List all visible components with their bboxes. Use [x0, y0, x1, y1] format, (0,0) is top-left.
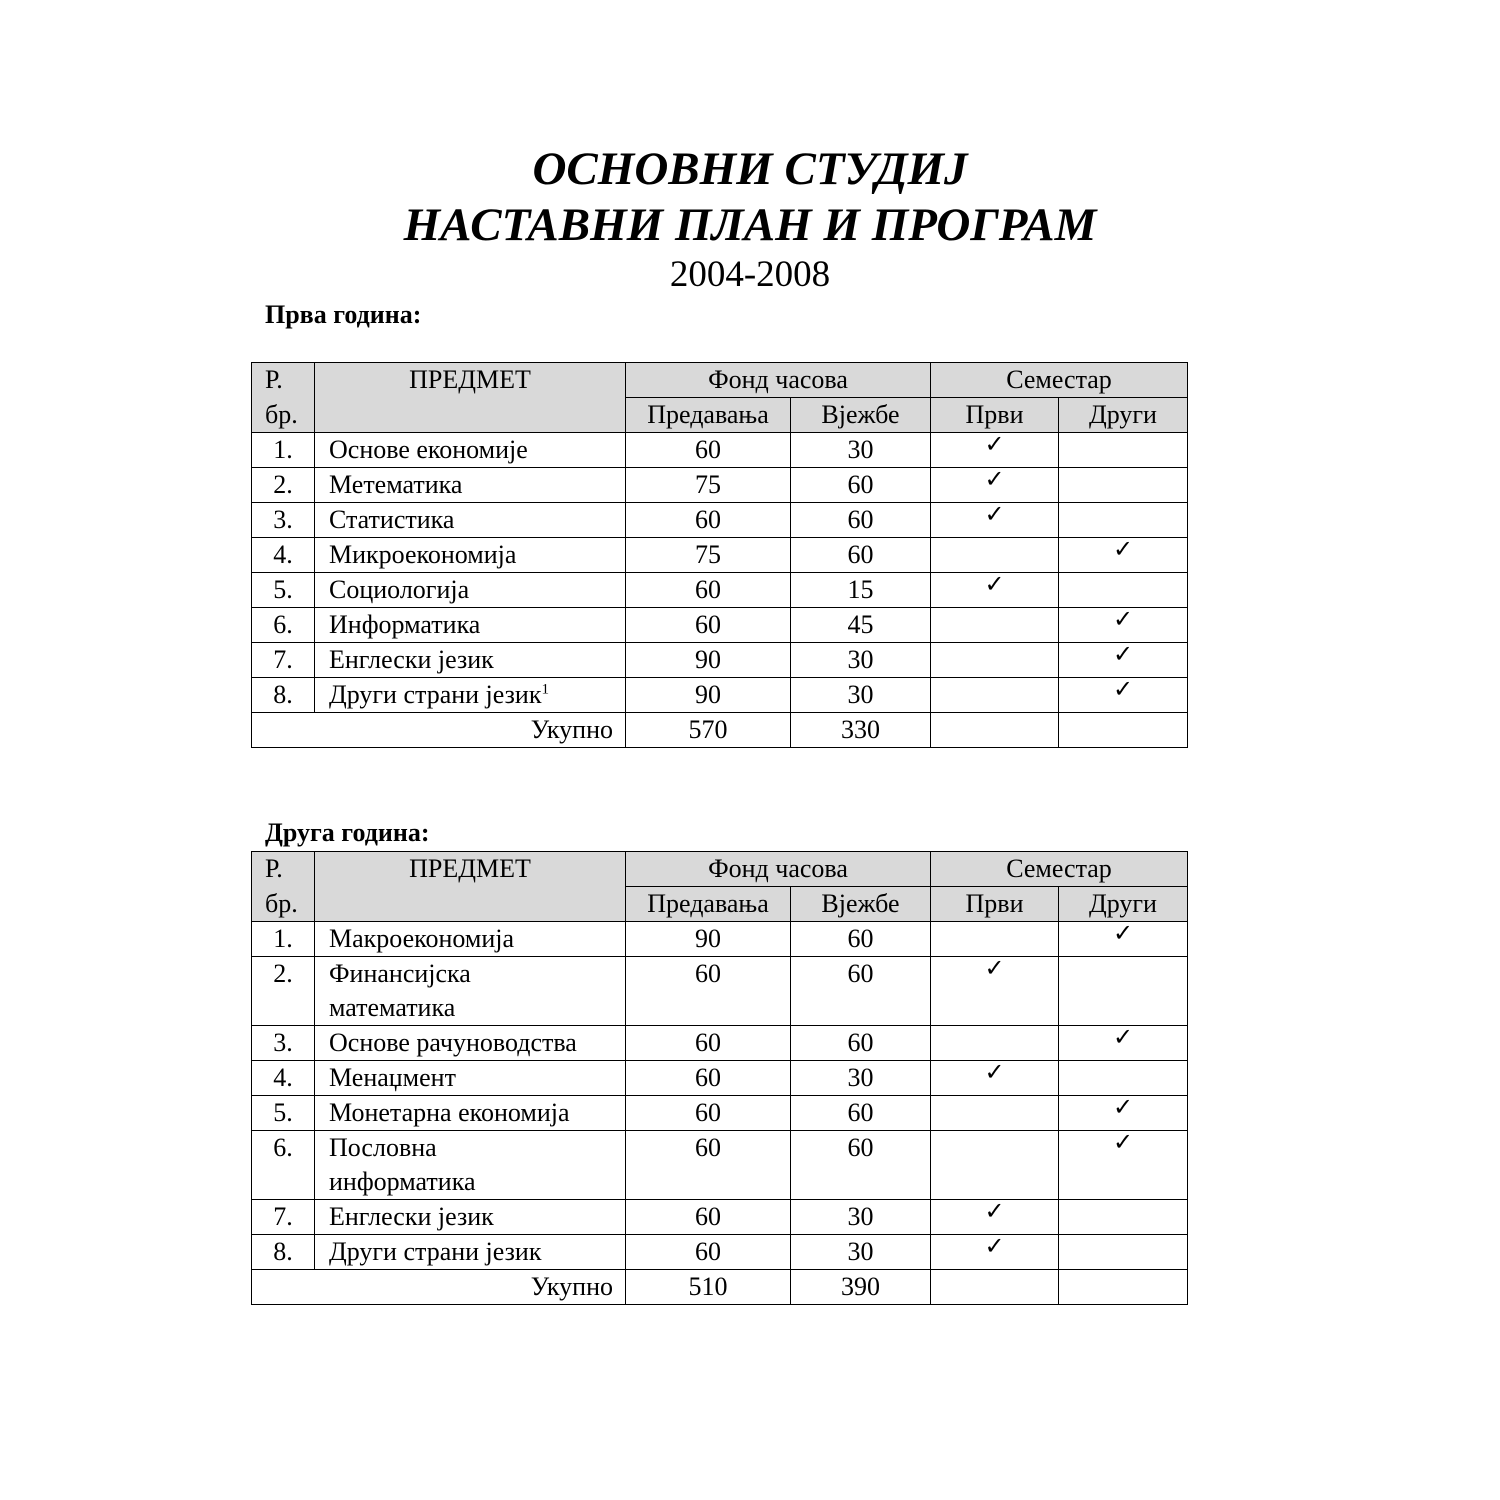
check-icon: ✓: [984, 570, 1005, 598]
subject-name: Монетарна економија: [329, 1098, 570, 1127]
lectures-hours: 60: [626, 573, 791, 608]
table-row: [252, 1096, 1188, 1131]
check-icon: ✓: [1112, 1093, 1134, 1121]
lectures-hours: 60: [626, 1061, 791, 1096]
table-row: [252, 678, 1188, 713]
row-number: 5.: [252, 573, 315, 608]
row-number: 3.: [252, 503, 315, 538]
table-row: [252, 643, 1188, 678]
second-semester-cell: [1059, 1200, 1188, 1235]
subject-name-line2: математика: [329, 993, 456, 1022]
row-number: 3.: [252, 1026, 315, 1061]
table-row: [252, 1026, 1188, 1061]
col-rbr-top: Р.: [252, 363, 315, 398]
second-semester-cell: [1059, 468, 1188, 503]
exercises-hours: 45: [791, 608, 931, 643]
subject-cell: [315, 573, 626, 608]
table-row: [252, 1235, 1188, 1270]
second-semester-cell: [1059, 675, 1188, 713]
col-exercises-header: Вјежбе: [791, 398, 931, 433]
row-number: 6.: [252, 1131, 315, 1200]
table-row: [252, 608, 1188, 643]
year2-heading: Друга година:: [265, 818, 430, 847]
subject-name-line1: Финансијска: [329, 959, 471, 988]
check-icon: ✓: [984, 1232, 1005, 1260]
subject-cell: [315, 1061, 626, 1096]
exercises-hours: 30: [791, 1235, 931, 1270]
col-hours-header: Фонд часова: [626, 852, 931, 887]
second-semester-cell: [1059, 640, 1188, 678]
lectures-hours: 60: [626, 1235, 791, 1270]
row-number: 2.: [252, 468, 315, 503]
col-lectures-header: Предавања: [626, 398, 791, 433]
exercises-hours: 60: [791, 1026, 931, 1061]
lectures-hours: 60: [626, 1200, 791, 1235]
check-icon: ✓: [984, 1197, 1005, 1225]
check-icon: ✓: [1112, 1023, 1134, 1051]
row-number: 7.: [252, 643, 315, 678]
exercises-hours: 60: [791, 957, 931, 1026]
col-subject-header: ПРЕДМЕТ: [315, 363, 626, 433]
exercises-hours: 60: [791, 538, 931, 573]
subject-name: Основе економије: [329, 435, 528, 464]
first-semester-cell: [931, 1131, 1059, 1200]
page-title-line2: НАСТАВНИ ПЛАН И ПРОГРАМ: [403, 199, 1097, 251]
subject-cell: [315, 503, 626, 538]
total-lectures: 510: [626, 1270, 791, 1305]
exercises-hours: 30: [791, 643, 931, 678]
col-hours-header: Фонд часова: [626, 363, 931, 398]
subject-name: Метематика: [329, 470, 463, 499]
first-semester-cell: [931, 570, 1059, 608]
exercises-hours: 60: [791, 1131, 931, 1200]
col-second-semester-header: Други: [1059, 887, 1188, 922]
first-semester-cell: [931, 430, 1059, 468]
second-semester-cell: [1059, 503, 1188, 538]
lectures-hours: 75: [626, 468, 791, 503]
total-second-semester-cell: [1059, 713, 1188, 748]
check-icon: ✓: [1112, 535, 1134, 563]
subject-cell: [315, 643, 626, 678]
subject-name: Информатика: [329, 610, 481, 639]
check-icon: ✓: [1112, 640, 1134, 668]
exercises-hours: 60: [791, 1096, 931, 1131]
col-rbr-bottom: бр.: [252, 398, 315, 433]
check-icon: ✓: [1112, 605, 1134, 633]
subject-name: Енглески језик: [329, 1202, 494, 1231]
check-icon: ✓: [984, 430, 1005, 458]
second-semester-cell: [1059, 1023, 1188, 1061]
year2-table-body: [252, 852, 1188, 1305]
row-number: 8.: [252, 678, 315, 713]
first-semester-cell: [931, 608, 1059, 643]
subject-name: Статистика: [329, 505, 455, 534]
lectures-hours: 60: [626, 957, 791, 1026]
total-first-semester-cell: [931, 713, 1059, 748]
table-row: [252, 1061, 1188, 1096]
subject-cell: [315, 1026, 626, 1061]
first-semester-cell: [931, 500, 1059, 538]
col-rbr-top: Р.: [252, 852, 315, 887]
total-label: Укупно: [252, 713, 626, 748]
first-semester-cell: [931, 922, 1059, 957]
first-semester-cell: [931, 1026, 1059, 1061]
lectures-hours: 60: [626, 1026, 791, 1061]
second-semester-cell: [1059, 573, 1188, 608]
lectures-hours: 90: [626, 643, 791, 678]
subject-name: Други страни језик: [329, 680, 542, 709]
subject-name: Менаџмент: [329, 1063, 456, 1092]
subject-cell: [315, 468, 626, 503]
col-lectures-header: Предавања: [626, 887, 791, 922]
exercises-hours: 30: [791, 1061, 931, 1096]
lectures-hours: 60: [626, 1131, 791, 1200]
table-row: [252, 922, 1188, 957]
subject-cell: [315, 678, 626, 713]
second-semester-cell: [1059, 1093, 1188, 1131]
col-subject-header: ПРЕДМЕТ: [315, 852, 626, 922]
table-row: [252, 1200, 1188, 1235]
row-number: 1.: [252, 433, 315, 468]
exercises-hours: 60: [791, 922, 931, 957]
subject-name: Макроекономија: [329, 924, 515, 953]
col-semester-header: Семестар: [931, 363, 1188, 398]
subject-cell: [315, 1200, 626, 1235]
subject-cell: [315, 1131, 626, 1200]
year1-table-body: [252, 363, 1188, 748]
row-number: 7.: [252, 1200, 315, 1235]
first-semester-cell: [931, 1058, 1059, 1096]
subject-cell: [315, 433, 626, 468]
exercises-hours: 30: [791, 678, 931, 713]
total-exercises: 390: [791, 1270, 931, 1305]
table-row: [252, 957, 1188, 1026]
second-semester-cell: [1059, 1128, 1188, 1200]
subject-name: Социологија: [329, 575, 470, 604]
second-semester-cell: [1059, 1061, 1188, 1096]
footnote-marker: 1: [541, 681, 549, 698]
total-label: Укупно: [252, 1270, 626, 1305]
total-row: [252, 1270, 1188, 1305]
first-semester-cell: [931, 1096, 1059, 1131]
lectures-hours: 90: [626, 678, 791, 713]
first-semester-cell: [931, 1232, 1059, 1270]
table-header-row: [252, 363, 1188, 398]
table-row: [252, 573, 1188, 608]
page-title-line1: ОСНОВНИ СТУДИЈ: [532, 143, 968, 195]
lectures-hours: 60: [626, 433, 791, 468]
exercises-hours: 60: [791, 468, 931, 503]
subject-cell: [315, 538, 626, 573]
col-first-semester-header: Први: [931, 398, 1059, 433]
subject-name: Други страни језик: [329, 1237, 542, 1266]
subject-name: Основе рачуноводства: [329, 1028, 577, 1057]
total-exercises: 330: [791, 713, 931, 748]
table-row: [252, 468, 1188, 503]
subject-name: Енглески језик: [329, 645, 494, 674]
subject-cell: [315, 1096, 626, 1131]
col-rbr-bottom: бр.: [252, 887, 315, 922]
total-lectures: 570: [626, 713, 791, 748]
total-row: [252, 713, 1188, 748]
first-semester-cell: [931, 1197, 1059, 1235]
second-semester-cell: [1059, 1235, 1188, 1270]
subject-cell: [315, 608, 626, 643]
lectures-hours: 90: [626, 922, 791, 957]
col-first-semester-header: Први: [931, 887, 1059, 922]
first-semester-cell: [931, 465, 1059, 503]
check-icon: ✓: [984, 500, 1005, 528]
check-icon: ✓: [984, 465, 1005, 493]
first-semester-cell: [931, 643, 1059, 678]
second-semester-cell: [1059, 535, 1188, 573]
lectures-hours: 75: [626, 538, 791, 573]
table-row: [252, 1131, 1188, 1200]
lectures-hours: 60: [626, 1096, 791, 1131]
lectures-hours: 60: [626, 608, 791, 643]
row-number: 1.: [252, 922, 315, 957]
check-icon: ✓: [1112, 1128, 1134, 1156]
subject-cell: [315, 957, 626, 1026]
table-row: [252, 503, 1188, 538]
check-icon: ✓: [1112, 675, 1134, 703]
total-first-semester-cell: [931, 1270, 1059, 1305]
row-number: 4.: [252, 1061, 315, 1096]
subject-cell: [315, 1235, 626, 1270]
table-header-row: [252, 852, 1188, 887]
subject-cell: [315, 922, 626, 957]
exercises-hours: 30: [791, 433, 931, 468]
second-semester-cell: [1059, 605, 1188, 643]
check-icon: ✓: [984, 954, 1005, 982]
row-number: 4.: [252, 538, 315, 573]
col-second-semester-header: Други: [1059, 398, 1188, 433]
row-number: 2.: [252, 957, 315, 1026]
year1-heading: Прва година:: [265, 300, 422, 329]
subject-name-line1: Пословна: [329, 1133, 437, 1162]
check-icon: ✓: [1112, 919, 1134, 947]
total-second-semester-cell: [1059, 1270, 1188, 1305]
second-semester-cell: [1059, 433, 1188, 468]
academic-years: 2004-2008: [669, 254, 831, 295]
second-semester-cell: [1059, 957, 1188, 1026]
exercises-hours: 60: [791, 503, 931, 538]
table-row: [252, 433, 1188, 468]
year1-table: [251, 362, 1188, 748]
second-semester-cell: [1059, 919, 1188, 957]
first-semester-cell: [931, 678, 1059, 713]
col-semester-header: Семестар: [931, 852, 1188, 887]
subject-name-line2: информатика: [329, 1167, 476, 1196]
table-row: [252, 538, 1188, 573]
first-semester-cell: [931, 954, 1059, 1026]
first-semester-cell: [931, 538, 1059, 573]
row-number: 8.: [252, 1235, 315, 1270]
row-number: 5.: [252, 1096, 315, 1131]
year2-table: [251, 851, 1188, 1305]
row-number: 6.: [252, 608, 315, 643]
col-exercises-header: Вјежбе: [791, 887, 931, 922]
check-icon: ✓: [984, 1058, 1005, 1086]
exercises-hours: 15: [791, 573, 931, 608]
exercises-hours: 30: [791, 1200, 931, 1235]
lectures-hours: 60: [626, 503, 791, 538]
subject-name: Микроекономија: [329, 540, 517, 569]
